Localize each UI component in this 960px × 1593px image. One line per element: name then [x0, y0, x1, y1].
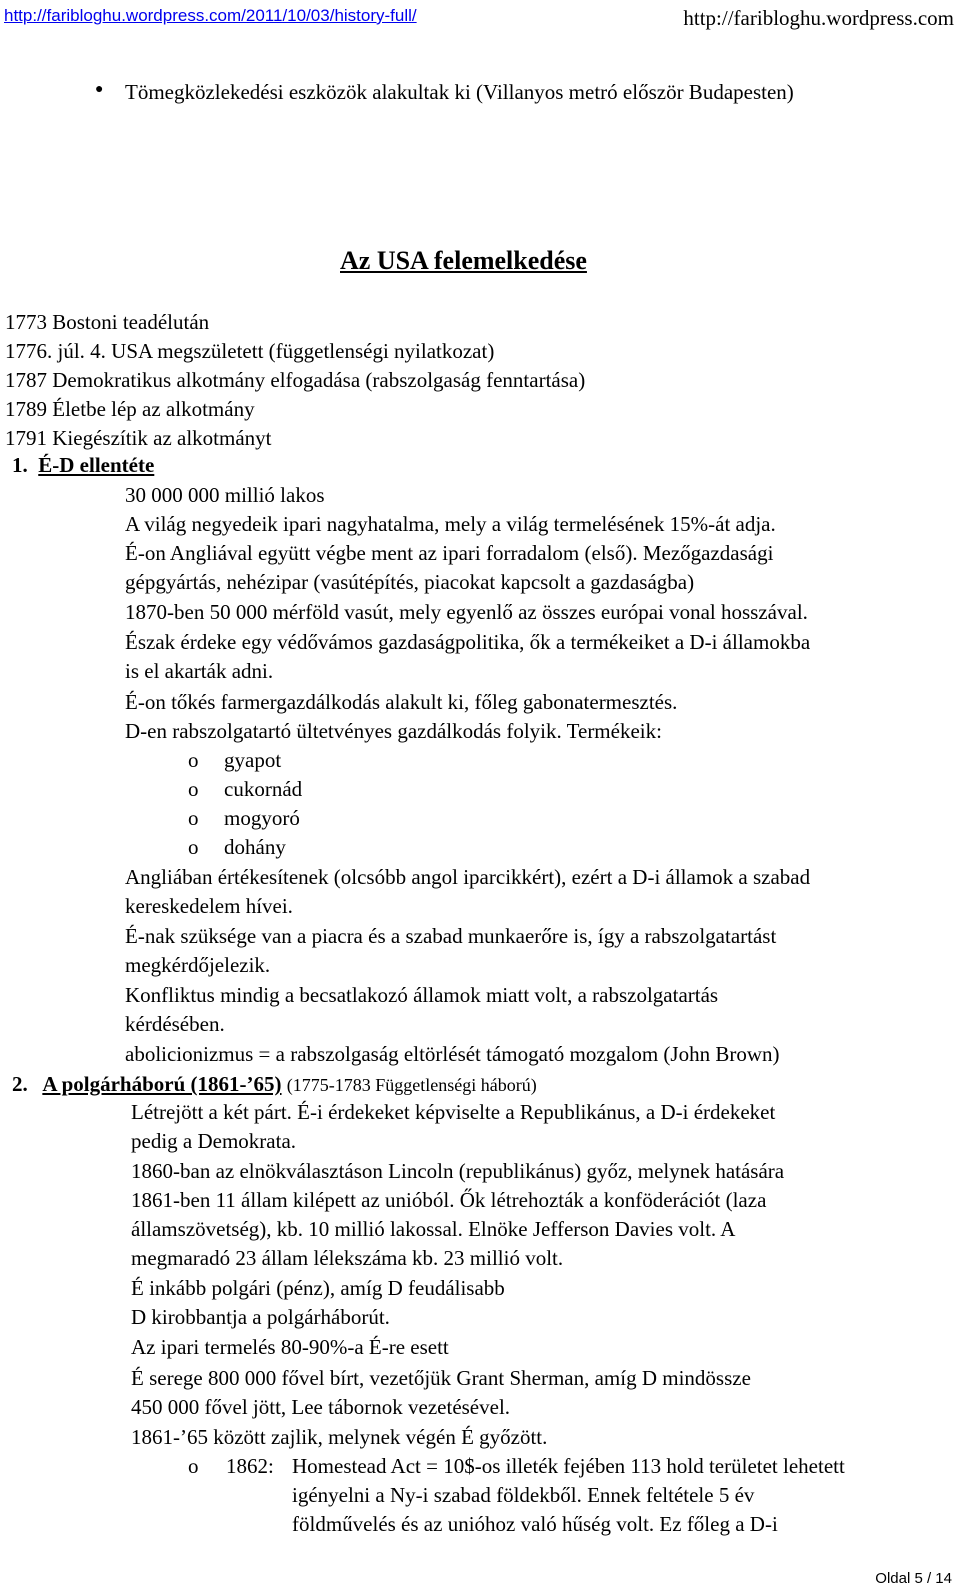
list-item: 1860-ban az elnökválasztáson Lincoln (republikánus) győz, melynek hatására	[131, 1159, 785, 1183]
list-item: gépgyártás, nehézipar (vasútépítés, piacokat kapcsolt a gazdaságba)	[125, 570, 695, 594]
list-item: megkérdőjelezik.	[125, 953, 271, 977]
product-item: mogyoró	[224, 806, 300, 830]
list-item: É serege 800 000 fővel bírt, vezetőjük Grant Sherman, amíg D mindössze	[131, 1366, 751, 1390]
list-item: abolicionizmus = a rabszolgaság eltörlését támogató mozgalom (John Brown)	[125, 1042, 780, 1066]
product-item: dohány	[224, 835, 286, 859]
section-1-heading: 1. É-D ellentéte	[12, 453, 155, 477]
list-item: 1870-ben 50 000 mérföld vasút, mely egyenlő az összes európai vonal hosszával.	[125, 600, 808, 624]
list-item: pedig a Demokrata.	[131, 1129, 297, 1153]
product-item: gyapot	[224, 748, 282, 772]
list-item: É-on Angliával együtt végbe ment az ipari forradalom (első). Mezőgazdasági	[125, 541, 774, 565]
sub-label: 1862:	[226, 1454, 274, 1478]
timeline-entry: 1789 Életbe lép az alkotmány	[5, 397, 255, 421]
circle-bullet-icon: o	[188, 835, 199, 859]
list-item: A világ negyedeik ipari nagyhatalma, mely a világ termelésének 15%-át adja.	[125, 512, 776, 536]
list-item: kérdésében.	[125, 1012, 225, 1036]
timeline-entry: 1776. júl. 4. USA megszületett (függetlenségi nyilatkozat)	[5, 339, 495, 363]
list-item: kereskedelem hívei.	[125, 894, 293, 918]
sub-item-line: földművelés és az unióhoz való hűség volt. Ez főleg a D-i	[292, 1512, 778, 1536]
source-link[interactable]: http://faribloghu.wordpress.com/2011/10/03/history-full/	[4, 6, 417, 25]
circle-bullet-icon: o	[188, 777, 199, 801]
page-title: Az USA felemelkedése	[340, 246, 587, 275]
site-url: http://faribloghu.wordpress.com	[683, 6, 954, 30]
list-item: államszövetség), kb. 10 millió lakossal. Elnöke Jefferson Davies volt. A	[131, 1217, 736, 1241]
circle-bullet-icon: o	[188, 748, 199, 772]
list-item: is el akarták adni.	[125, 659, 274, 683]
sub-item-line: Homestead Act = 10$-os illeték fejében 113 hold területet lehetett	[292, 1454, 845, 1478]
list-item: megmaradó 23 állam lélekszáma kb. 23 millió volt.	[131, 1246, 564, 1270]
circle-bullet-icon: o	[188, 1454, 199, 1478]
sub-item-line: igényelni a Ny-i szabad földekből. Ennek feltétele 5 év	[292, 1483, 755, 1507]
section-2-heading: 2. A polgárháború (1861-’65) (1775-1783 Függetlenségi háború)	[12, 1072, 537, 1096]
page-number: Oldal 5 / 14	[875, 1570, 952, 1587]
list-item: É inkább polgári (pénz), amíg D feudálisabb	[131, 1276, 505, 1300]
list-item: 30 000 000 millió lakos	[125, 483, 325, 507]
list-item: Konfliktus mindig a becsatlakozó államok miatt volt, a rabszolgatartás	[125, 983, 719, 1007]
timeline-entry: 1773 Bostoni teadélután	[5, 310, 210, 334]
circle-bullet-icon: o	[188, 806, 199, 830]
list-item: Angliában értékesítenek (olcsóbb angol iparcikkért), ezért a D-i államok a szabad	[125, 865, 811, 889]
list-item: É-on tőkés farmergazdálkodás alakult ki, főleg gabonatermesztés.	[125, 690, 678, 714]
list-item: Az ipari termelés 80-90%-a É-re esett	[131, 1335, 449, 1359]
list-item: D kirobbantja a polgárháborút.	[131, 1305, 390, 1329]
list-item: É-nak szüksége van a piacra és a szabad munkaerőre is, így a rabszolgatartást	[125, 924, 777, 948]
bullet-icon: ●	[95, 82, 104, 97]
list-item: Tömegközlekedési eszközök alakultak ki (Villanyos metró először Budapesten)	[125, 80, 794, 104]
list-item: 450 000 fővel jött, Lee tábornok vezetésével.	[131, 1395, 511, 1419]
list-item: D-en rabszolgatartó ültetvényes gazdálkodás folyik. Termékeik:	[125, 719, 662, 743]
timeline-entry: 1787 Demokratikus alkotmány elfogadása (rabszolgaság fenntartása)	[5, 368, 586, 392]
timeline-entry: 1791 Kiegészítik az alkotmányt	[5, 426, 272, 450]
product-item: cukornád	[224, 777, 303, 801]
list-item: 1861-ben 11 állam kilépett az unióból. Ők létrehozták a konföderációt (laza	[131, 1188, 767, 1212]
list-item: Létrejött a két párt. É-i érdekeket képviselte a Republikánus, a D-i érdekeket	[131, 1100, 776, 1124]
list-item: 1861-’65 között zajlik, melynek végén É győzött.	[131, 1425, 548, 1449]
list-item: Észak érdeke egy védővámos gazdaságpolitika, ők a termékeiket a D-i államokba	[125, 630, 811, 654]
